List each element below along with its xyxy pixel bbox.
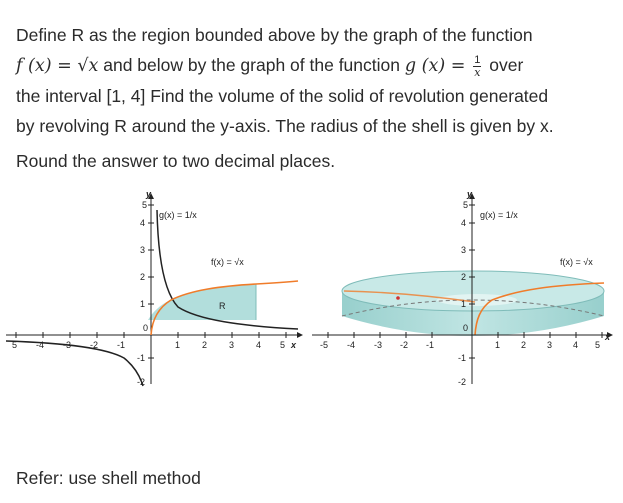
g-curve-label: g(x) = 1/x xyxy=(480,210,518,220)
question-mid: and below by the graph of the function xyxy=(103,55,400,75)
y-tick-label: 1 xyxy=(461,299,467,309)
g-curve-label: g(x) = 1/x xyxy=(159,210,197,220)
y-tick-label: 2 xyxy=(461,272,467,282)
y-axis-label: y xyxy=(467,189,473,199)
f-function: f (x) = √x xyxy=(16,56,99,76)
y-tick-label: -1 xyxy=(458,353,467,363)
y-tick-label: 3 xyxy=(461,245,467,255)
x-tick-label: -1 xyxy=(117,340,126,350)
x-axis-label: x xyxy=(605,332,611,342)
question-text xyxy=(16,20,616,141)
question-line1: Define R as the region bounded above by the graph of the function xyxy=(16,25,533,45)
x-tick-label: -3 xyxy=(63,340,72,350)
question-line3: the interval [1, 4] Find the volume of the solid of revolution generated xyxy=(16,86,549,106)
x-tick-label: 1 xyxy=(175,340,181,350)
x-tick-label: -1 xyxy=(426,340,435,350)
x-tick-label: 3 xyxy=(547,340,553,350)
question-line4: by revolving R around the y-axis. The radius of the shell is given by x. xyxy=(16,116,554,136)
y-tick-label: 2 xyxy=(140,272,146,282)
x-tick-label: 0 xyxy=(463,323,469,333)
solid-of-revolution-graph xyxy=(312,188,617,388)
x-tick-label: 0 xyxy=(143,323,149,333)
x-tick-label: 2 xyxy=(521,340,527,350)
x-tick-label: 5 xyxy=(280,340,286,350)
x-tick-label: -2 xyxy=(400,340,409,350)
x-tick-label: 2 xyxy=(202,340,208,350)
y-tick-label: 1 xyxy=(140,299,146,309)
x-tick-label: -4 xyxy=(347,340,356,350)
y-tick-label: 4 xyxy=(140,218,146,228)
x-tick-label: -5 xyxy=(320,340,329,350)
fraction-denominator: x xyxy=(474,65,481,79)
g-function-lhs: g (x) = xyxy=(404,56,466,76)
x-tick-label: 4 xyxy=(256,340,262,350)
x-tick-label: -4 xyxy=(36,340,45,350)
x-tick-label: 3 xyxy=(229,340,235,350)
x-tick-label: 5 xyxy=(12,340,18,350)
y-tick-label: 5 xyxy=(142,200,148,210)
refer-note: Refer: use shell method xyxy=(16,468,201,488)
y-axis-label: y xyxy=(146,189,152,199)
f-curve-label: f(x) = √x xyxy=(211,257,244,267)
x-tick-label: 1 xyxy=(495,340,501,350)
x-tick-label: -2 xyxy=(90,340,99,350)
x-axis-label: x xyxy=(291,340,297,350)
rounding-instruction: Round the answer to two decimal places. xyxy=(16,151,336,171)
y-tick-label: -2 xyxy=(137,377,146,387)
y-tick-label: 4 xyxy=(461,218,467,228)
y-tick-label: 5 xyxy=(463,200,469,210)
y-tick-label: -2 xyxy=(458,377,467,387)
x-tick-label: 4 xyxy=(573,340,579,350)
x-tick-label: -3 xyxy=(374,340,383,350)
region-graph xyxy=(6,188,316,388)
f-curve-label: f(x) = √x xyxy=(560,257,593,267)
y-tick-label: 3 xyxy=(140,245,146,255)
x-tick-label: 5 xyxy=(595,340,601,350)
region-r-label: R xyxy=(219,301,226,311)
question-over: over xyxy=(489,55,524,75)
g-function-fraction xyxy=(473,55,481,78)
fraction-numerator: 1 xyxy=(474,53,481,66)
y-tick-label: -1 xyxy=(137,353,146,363)
region-r-fill xyxy=(148,284,256,320)
